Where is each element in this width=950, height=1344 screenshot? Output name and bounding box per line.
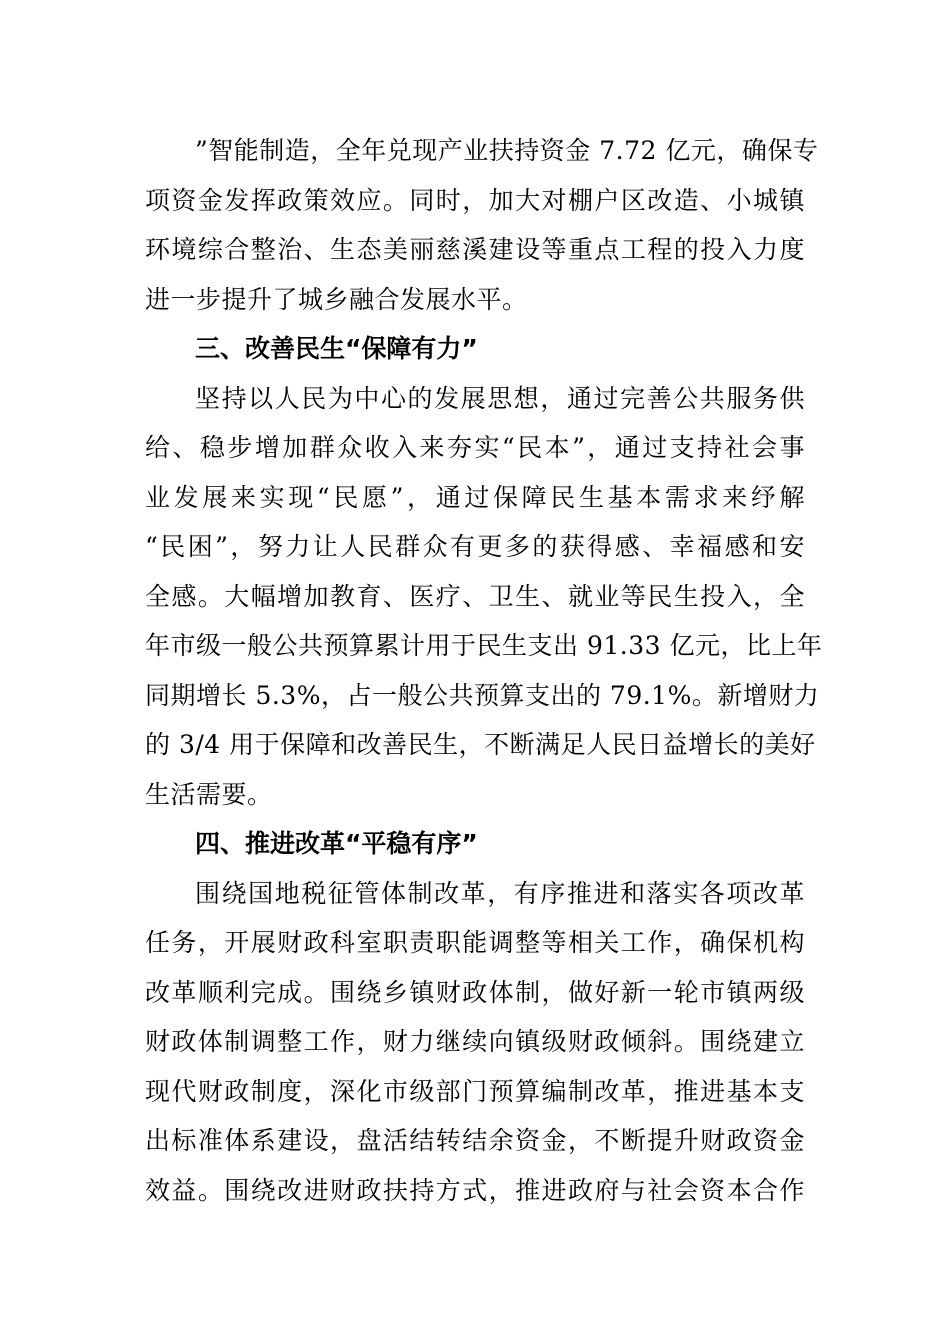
text-line: 现代财政制度，深化市级部门预算编制改革，推进基本支 xyxy=(145,1076,805,1106)
text-line: 的 3/4 用于保障和改善民生，不断满足人民日益增长的美好 xyxy=(145,730,816,759)
text-line: 财政体制调整工作，财力继续向镇级财政倾斜。围绕建立 xyxy=(145,1027,805,1056)
document-page xyxy=(145,126,823,1215)
paragraph-3 xyxy=(145,869,805,1216)
text-line: 年市级一般公共预算累计用于民生支出 91.33 亿元，比上年 xyxy=(145,631,823,660)
paragraph-2 xyxy=(145,374,823,820)
text-line: 业发展来实现“民愿”，通过保障民生基本需求来纾解 xyxy=(145,482,805,512)
section-heading-4: 四、推进改革“平稳有序” xyxy=(195,829,478,858)
paragraph-1 xyxy=(145,126,819,324)
text-line: 改革顺利完成。围绕乡镇财政体制，做好新一轮市镇两级 xyxy=(145,977,805,1007)
text-line: 同期增长 5.3%，占一般公共预算支出的 79.1%。新增财力 xyxy=(145,680,820,710)
text-line: “民困”，努力让人民群众有更多的获得感、幸福感和安 xyxy=(145,532,805,561)
text-line: 围绕国地税征管体制改革，有序推进和落实各项改革 xyxy=(195,878,805,908)
text-line: 项资金发挥政策效应。同时，加大对棚户区改造、小城镇 xyxy=(145,185,805,215)
text-line: 给、稳步增加群众收入来夯实“民本”，通过支持社会事 xyxy=(145,433,805,462)
text-line: 效益。围绕改进财政扶持方式，推进政府与社会资本合作 xyxy=(145,1175,805,1205)
text-line: 生活需要。 xyxy=(145,779,273,809)
text-line: 环境综合整治、生态美丽慈溪建设等重点工程的投入力度 xyxy=(145,235,805,264)
text-line: 进一步提升了城乡融合发展水平。 xyxy=(145,284,528,314)
text-line: 出标准体系建设，盘活结转结余资金，不断提升财政资金 xyxy=(145,1126,805,1155)
text-line: ”智能制造，全年兑现产业扶持资金 7.72 亿元，确保专 xyxy=(195,136,819,165)
text-line: 坚持以人民为中心的发展思想，通过完善公共服务供 xyxy=(195,383,805,413)
text-line: 任务，开展财政科室职责职能调整等相关工作，确保机构 xyxy=(145,928,805,957)
text-line: 全感。大幅增加教育、医疗、卫生、就业等民生投入，全 xyxy=(145,581,805,611)
section-heading-3: 三、改善民生“保障有力” xyxy=(195,334,478,363)
